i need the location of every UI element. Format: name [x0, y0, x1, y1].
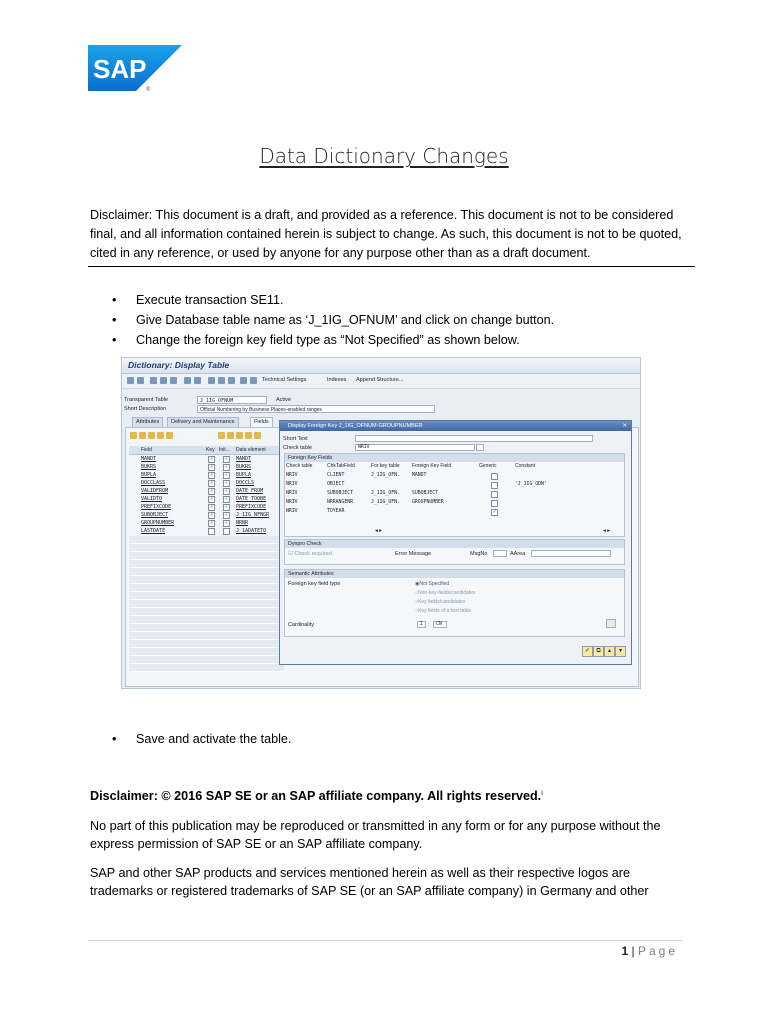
key-checkbox[interactable]: ✓	[209, 504, 213, 510]
document-title: Data Dictionary Changes	[259, 144, 509, 168]
copy-button[interactable]: ⧉	[593, 646, 604, 657]
hierarchy-icon[interactable]	[218, 377, 225, 384]
generic-checkbox[interactable]	[491, 473, 498, 480]
close-icon[interactable]: ✕	[622, 423, 627, 429]
key-checkbox[interactable]: ✓	[209, 496, 213, 502]
footer-rule	[88, 940, 683, 941]
generic-checkbox[interactable]	[491, 491, 498, 498]
field-name: BUKRS	[141, 464, 157, 470]
fk-chktab-field: TOYEAR	[327, 509, 345, 514]
test-icon[interactable]	[194, 377, 201, 384]
dialog-title-bar	[280, 421, 631, 431]
init-checkbox[interactable]: ✓	[224, 496, 228, 502]
gui-toolbar	[122, 374, 640, 389]
info-icon[interactable]	[228, 377, 235, 384]
info-button[interactable]	[606, 619, 616, 628]
col-field: Field	[141, 447, 152, 453]
check-table-field[interactable]: NRIV	[355, 444, 475, 451]
fk-row[interactable]	[285, 490, 624, 498]
dialog-title: Display Foreign Key J_1IG_OFNUM-GROUPNUMBER	[288, 423, 423, 429]
key-checkbox[interactable]: ✓	[209, 520, 213, 526]
dynpro-check-group	[284, 539, 625, 565]
key-checkbox[interactable]: ✓	[209, 464, 213, 470]
continue-button[interactable]: ✔	[582, 646, 593, 657]
field-type-label: Non-key-fields/candidates	[418, 590, 476, 596]
layout-icon[interactable]	[240, 377, 247, 384]
footer-separator: |	[631, 944, 635, 958]
fk-foreign-field: SUBOBJECT	[412, 491, 438, 496]
empty-row	[129, 568, 284, 576]
data-element: PREFIXCODE	[236, 504, 267, 510]
builtin-type-icon[interactable]	[245, 432, 252, 439]
short-description-field[interactable]: Official Numbering by Business Places-enabled ranges	[197, 405, 435, 413]
paste-icon[interactable]	[157, 432, 164, 439]
data-element: MANDT	[236, 456, 252, 462]
field-type-label: Key fields of a text table	[418, 608, 472, 614]
table-row[interactable]	[129, 495, 289, 503]
field-name: VALIDTO	[141, 496, 163, 502]
init-checkbox[interactable]: ✓	[224, 504, 228, 510]
semantic-attributes-group	[284, 569, 625, 637]
field-type-radio[interactable]: ○Key fields/candidates	[415, 599, 466, 605]
fk-forkey-table: J_1IG_OFN.	[371, 491, 400, 496]
empty-row	[129, 552, 284, 560]
col-constant: Constant	[515, 463, 536, 469]
empty-row	[129, 656, 284, 664]
col-check-table: Check table	[286, 463, 313, 469]
field-type-radio[interactable]: ○Non-key-fields/candidates	[415, 590, 476, 596]
back-icon[interactable]	[127, 377, 134, 384]
fk-check-table: NRIV	[286, 491, 298, 496]
step-item: • Give Database table name as ‘J_1IG_OFNUM’ and click on change button.	[110, 310, 670, 330]
fk-check-table: NRIV	[286, 500, 298, 505]
col-chktab-field: ChkTabField	[327, 463, 355, 469]
down-button[interactable]: ▾	[615, 646, 626, 657]
forward-icon[interactable]	[137, 377, 144, 384]
empty-row	[129, 544, 284, 552]
field-name: MANDT	[141, 456, 157, 462]
aarea-field[interactable]	[531, 550, 611, 557]
fk-chktab-field: SUBOBJECT	[327, 491, 353, 496]
short-text-field[interactable]	[355, 435, 593, 442]
trademark-paragraph: SAP and other SAP products and services mentioned herein as well as their respective logos are trademarks or registered trademarks of SAP SE (or an SAP affiliate company) in Germany and other	[90, 866, 649, 898]
col-forkey-table: For.key table	[371, 463, 400, 469]
search-help-icon[interactable]	[218, 432, 225, 439]
table-row[interactable]	[129, 487, 289, 495]
tab-fields[interactable]: Fields	[250, 417, 273, 427]
field-name: BUPLA	[141, 472, 157, 478]
field-type-radio[interactable]: ◉Not Specified	[415, 581, 450, 587]
indexes-button[interactable]: Indexes	[327, 377, 347, 383]
data-element: DOCCLS	[236, 480, 255, 486]
page-number: 1	[621, 944, 629, 958]
empty-row	[129, 536, 284, 544]
fk-field-type-label: Foreign key field type	[288, 581, 341, 587]
check-icon[interactable]	[170, 377, 177, 384]
empty-row	[129, 560, 284, 568]
copyright-line: Disclaimer: © 2016 SAP SE or an SAP affiliate company. All rights reserved.$^i$	[90, 789, 543, 803]
empty-row	[129, 664, 284, 672]
gui-window-title: Dictionary: Display Table	[128, 360, 230, 370]
col-generic: Generic	[479, 463, 497, 469]
fk-row[interactable]	[285, 472, 624, 480]
fk-row[interactable]	[285, 499, 624, 507]
empty-row	[129, 616, 284, 624]
foreign-key-fields-group	[284, 453, 625, 537]
key-checkbox[interactable]: ✓	[209, 480, 213, 486]
filter-icon[interactable]	[254, 432, 261, 439]
technical-settings-button[interactable]: Technical Settings	[262, 377, 307, 383]
fk-forkey-table: J_1IG_OFN.	[371, 500, 400, 505]
page-label: Page	[637, 944, 678, 958]
fk-row[interactable]	[285, 508, 624, 516]
field-name: DOCCLASS	[141, 480, 166, 486]
fk-check-table: NRIV	[286, 509, 298, 514]
tab-attributes[interactable]: Attributes	[132, 417, 163, 427]
transparent-table-label: Transparent Table	[124, 397, 169, 403]
init-checkbox[interactable]	[223, 528, 230, 535]
init-checkbox[interactable]: ✓	[224, 464, 228, 470]
col-data-element: Data element	[236, 447, 266, 453]
check-table-label: Check table	[283, 445, 313, 451]
init-checkbox[interactable]: ✓	[224, 480, 228, 486]
fk-check-table: NRIV	[286, 473, 298, 478]
delete-row-icon[interactable]	[139, 432, 146, 439]
fk-chktab-field: NRRANGENR	[327, 500, 353, 505]
fk-chktab-field: CLIENT	[327, 473, 345, 478]
fk-chktab-field: OBJECT	[327, 482, 345, 487]
step-item: • Save and activate the table.	[110, 729, 670, 749]
key-checkbox[interactable]: ✓	[209, 512, 213, 518]
col-key: Key	[206, 447, 215, 453]
foreign-key-dialog	[279, 420, 632, 665]
table-row[interactable]	[129, 527, 289, 535]
table-row[interactable]	[129, 471, 289, 479]
copy-row-icon[interactable]	[166, 432, 173, 439]
table-status: Active	[276, 397, 291, 403]
field-type-label: Key fields/candidates	[418, 599, 466, 605]
where-used-icon[interactable]	[208, 377, 215, 384]
key-checkbox[interactable]: ✓	[209, 472, 213, 478]
field-name: LASTDATE	[141, 528, 166, 534]
fk-row[interactable]	[285, 481, 624, 489]
srch-help-icon[interactable]	[236, 432, 243, 439]
insert-row-icon[interactable]	[130, 432, 137, 439]
sap-logo	[88, 45, 184, 95]
col-init: Init...	[219, 447, 230, 453]
dynpro-header: Dynpro Check	[285, 540, 624, 548]
field-name: VALIDFROM	[141, 488, 169, 494]
generic-checkbox[interactable]	[491, 500, 498, 507]
cardinality-left-field[interactable]: 1	[417, 621, 426, 628]
endnote-marker: i	[541, 789, 543, 797]
scroll-arrows[interactable]: ◂ ▸	[375, 528, 383, 534]
aarea-label: AArea	[510, 551, 526, 557]
msgno-label: MsgNo	[470, 551, 488, 557]
value-help-icon[interactable]	[476, 444, 484, 451]
empty-row	[129, 640, 284, 648]
fk-constant: 'J_1IG_ODN'	[515, 482, 547, 487]
steps-list	[110, 290, 670, 350]
fields-grid-header	[129, 446, 289, 455]
table-row[interactable]	[129, 479, 289, 487]
init-checkbox[interactable]: ✓	[224, 520, 228, 526]
short-text-label: Short Text	[283, 436, 308, 442]
field-name: PREFIXCODE	[141, 504, 172, 510]
table-row[interactable]	[129, 503, 289, 511]
field-type-label: Not Specified	[419, 581, 450, 587]
field-type-radio[interactable]: ○Key fields of a text table	[415, 608, 472, 614]
fk-fields-header: Foreign Key Fields	[285, 454, 624, 462]
gui-title-bar	[122, 358, 640, 374]
cardinality-separator: :	[428, 622, 430, 628]
data-element: J_1ADATETO	[236, 528, 267, 534]
data-element: NRNR	[236, 520, 249, 526]
error-message-label: Error Message	[395, 551, 432, 557]
cardinality-right-field[interactable]: CN	[433, 621, 447, 628]
fk-forkey-table: J_1IG_OFN.	[371, 473, 400, 478]
key-checkbox[interactable]	[208, 528, 215, 535]
init-checkbox[interactable]: ✓	[224, 488, 228, 494]
key-checkbox[interactable]: ✓	[209, 488, 213, 494]
fk-foreign-field: GROUPNUMBER	[412, 500, 444, 505]
empty-row	[129, 624, 284, 632]
up-button[interactable]: ▴	[604, 646, 615, 657]
table-row[interactable]	[129, 455, 289, 463]
svg-text:®: ®	[146, 87, 151, 93]
data-element: DATE_TOOBE	[236, 496, 267, 502]
table-row[interactable]	[129, 519, 289, 527]
save-step-list	[110, 729, 670, 749]
foreign-key-icon[interactable]	[227, 432, 234, 439]
edit-icon[interactable]	[150, 377, 157, 384]
data-element: J_1IG_NFNGR	[236, 512, 270, 518]
key-checkbox[interactable]: ✓	[209, 456, 213, 462]
semantic-header: Semantic Attributes	[285, 570, 624, 578]
table-row[interactable]	[129, 511, 289, 519]
empty-row	[129, 648, 284, 656]
step-item: • Change the foreign key field type as “Not Specified” as shown below.	[110, 330, 670, 350]
transparent-table-field[interactable]: J_1IG_OFNUM	[197, 396, 267, 404]
generic-checkbox[interactable]	[491, 482, 498, 489]
data-element: DATE_FROM	[236, 488, 264, 494]
draft-disclaimer: Disclaimer: This document is a draft, and provided as a reference. This document is not to be considered final, and all information contained herein is subject to change. As such, this document is not to be quoted, cited in any reference, or used by anyone for any purpose other than as a draft document.	[90, 208, 682, 260]
col-foreign-key-field: Foreign Key Field	[412, 463, 452, 469]
field-name: SUBOBJECT	[141, 512, 169, 518]
table-row[interactable]	[129, 463, 289, 471]
rights-paragraph: No part of this publication may be reproduced or transmitted in any form or for any purpose without the express permission of SAP SE or an SAP affiliate company.	[90, 819, 661, 851]
data-element: BUKRS	[236, 464, 252, 470]
empty-row	[129, 608, 284, 616]
tab-delivery-maintenance[interactable]: Delivery and Maintenance	[167, 417, 239, 427]
msgno-field[interactable]	[493, 550, 507, 557]
init-checkbox[interactable]: ✓	[224, 512, 228, 518]
generic-checkbox[interactable]: ✓	[492, 509, 496, 515]
svg-text:SAP: SAP	[93, 54, 147, 84]
init-checkbox[interactable]: ✓	[224, 472, 228, 478]
fk-foreign-field: MANDT	[412, 473, 427, 478]
empty-row	[129, 600, 284, 608]
cut-icon[interactable]	[148, 432, 155, 439]
list-icon[interactable]	[250, 377, 257, 384]
empty-row	[129, 632, 284, 640]
field-name: GROUPNUMBER	[141, 520, 175, 526]
empty-row	[129, 576, 284, 584]
short-description-label: Short Description	[124, 406, 167, 412]
init-checkbox[interactable]: ✓	[224, 456, 228, 462]
step-item: • Execute transaction SE11.	[110, 290, 670, 310]
scroll-arrows-right[interactable]: ◂ ▸	[603, 528, 611, 534]
fk-check-table: NRIV	[286, 482, 298, 487]
cardinality-label: Cardinality	[288, 622, 314, 628]
data-element: BUPLA	[236, 472, 252, 478]
page-footer	[560, 944, 678, 958]
empty-row	[129, 592, 284, 600]
activate-icon[interactable]	[184, 377, 191, 384]
empty-row	[129, 584, 284, 592]
check-required-checkbox[interactable]: ☑ Check required	[288, 551, 332, 557]
copy-icon[interactable]	[160, 377, 167, 384]
append-structure-button[interactable]: Append Structure...	[356, 377, 404, 383]
divider	[88, 266, 695, 267]
